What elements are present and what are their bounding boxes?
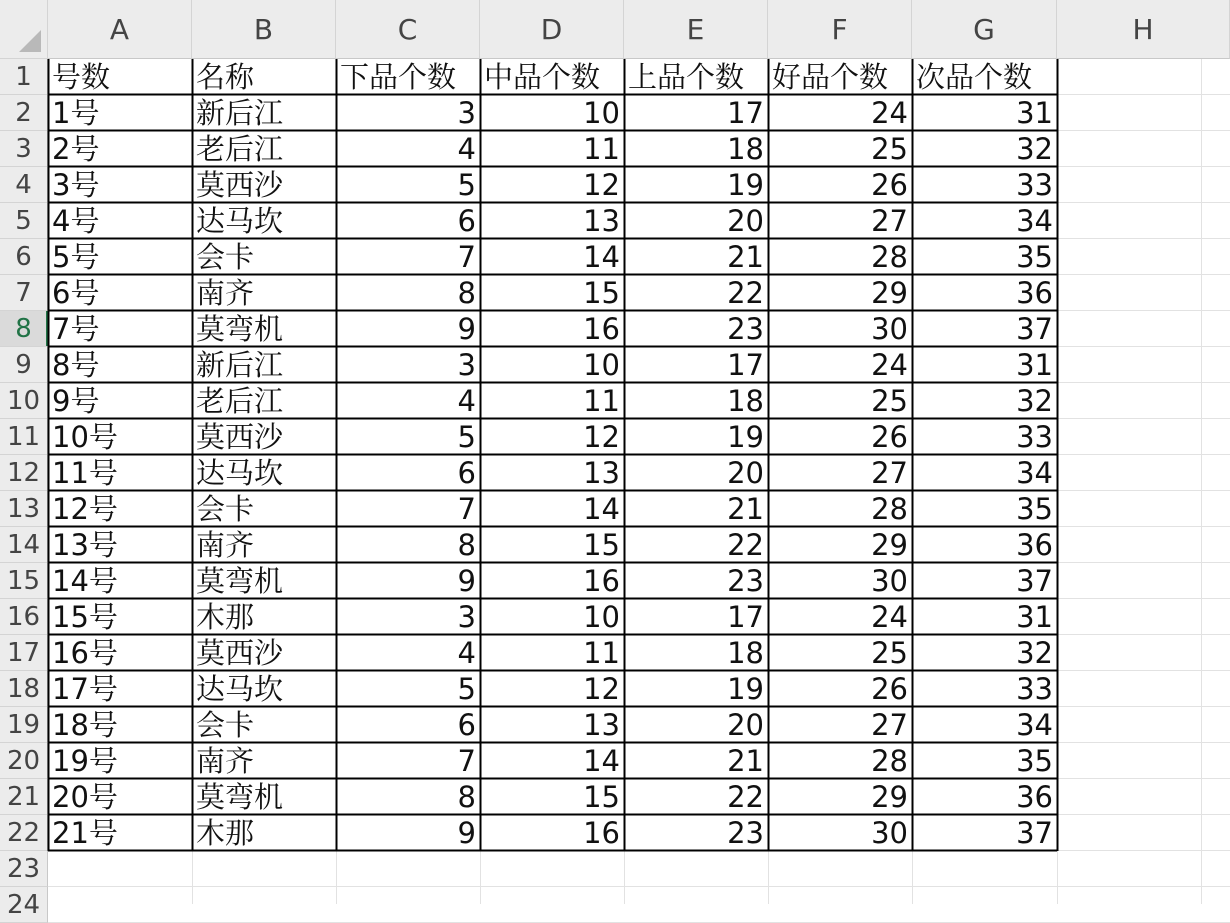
row-header-19[interactable]: 19 (0, 707, 48, 743)
cell-g8[interactable]: 37 (1016, 312, 1053, 346)
cell-a10[interactable]: 9号 (52, 384, 100, 418)
cell-a4[interactable]: 3号 (52, 168, 100, 202)
row-header-2[interactable]: 2 (0, 95, 48, 131)
gridline-horizontal (48, 886, 1230, 887)
cell-c2[interactable]: 3 (457, 96, 476, 130)
select-all-triangle-icon (19, 30, 41, 52)
cell-g4[interactable]: 33 (1016, 168, 1053, 202)
cell-d15[interactable]: 16 (583, 564, 620, 598)
cell-b4[interactable]: 莫西沙 (196, 168, 284, 202)
cell-e18[interactable]: 19 (727, 672, 764, 706)
cell-c17[interactable]: 4 (457, 636, 476, 670)
cell-b19[interactable]: 会卡 (196, 708, 255, 742)
cell-f22[interactable]: 30 (871, 816, 908, 850)
row-header-5[interactable]: 5 (0, 203, 48, 239)
cell-b20[interactable]: 南齐 (196, 744, 255, 778)
cell-c16[interactable]: 3 (457, 600, 476, 634)
row-header-6[interactable]: 6 (0, 239, 48, 275)
row-header-9[interactable]: 9 (0, 347, 48, 383)
cell-d16[interactable]: 10 (583, 600, 620, 634)
cell-e16[interactable]: 17 (727, 600, 764, 634)
cell-g21[interactable]: 36 (1016, 780, 1053, 814)
cell-d3[interactable]: 11 (583, 132, 620, 166)
cell-g19[interactable]: 34 (1016, 708, 1053, 742)
cell-f9[interactable]: 24 (871, 348, 908, 382)
cell-a1[interactable]: 号数 (52, 60, 111, 94)
column-header-f[interactable]: F (768, 0, 912, 59)
cell-c10[interactable]: 4 (457, 384, 476, 418)
cell-a17[interactable]: 16号 (52, 636, 118, 670)
cell-f18[interactable]: 26 (871, 672, 908, 706)
cell-c1[interactable]: 下品个数 (340, 60, 457, 94)
cell-d8[interactable]: 16 (583, 312, 620, 346)
cell-g1[interactable]: 次品个数 (916, 60, 1033, 94)
cell-f5[interactable]: 27 (871, 204, 908, 238)
cell-f11[interactable]: 26 (871, 420, 908, 454)
cell-b14[interactable]: 南齐 (196, 528, 255, 562)
cell-d10[interactable]: 11 (583, 384, 620, 418)
cell-f15[interactable]: 30 (871, 564, 908, 598)
cell-a13[interactable]: 12号 (52, 492, 118, 526)
column-header-d[interactable]: D (480, 0, 624, 59)
cell-g9[interactable]: 31 (1016, 348, 1053, 382)
cell-b18[interactable]: 达马坎 (196, 672, 284, 706)
cell-f16[interactable]: 24 (871, 600, 908, 634)
cell-g6[interactable]: 35 (1016, 240, 1053, 274)
cell-b10[interactable]: 老后江 (196, 384, 284, 418)
cell-a3[interactable]: 2号 (52, 132, 100, 166)
cell-d20[interactable]: 14 (583, 744, 620, 778)
cell-g17[interactable]: 32 (1016, 636, 1053, 670)
cell-d1[interactable]: 中品个数 (484, 60, 601, 94)
cell-f10[interactable]: 25 (871, 384, 908, 418)
cell-d9[interactable]: 10 (583, 348, 620, 382)
cell-g7[interactable]: 36 (1016, 276, 1053, 310)
cell-e6[interactable]: 21 (727, 240, 764, 274)
cell-a2[interactable]: 1号 (52, 96, 100, 130)
cell-f17[interactable]: 25 (871, 636, 908, 670)
cell-e1[interactable]: 上品个数 (628, 60, 745, 94)
cell-b15[interactable]: 莫弯机 (196, 564, 284, 598)
cell-d5[interactable]: 13 (583, 204, 620, 238)
cell-a20[interactable]: 19号 (52, 744, 118, 778)
cell-e10[interactable]: 18 (727, 384, 764, 418)
column-header-c[interactable]: C (336, 0, 480, 59)
cell-g18[interactable]: 33 (1016, 672, 1053, 706)
cell-f4[interactable]: 26 (871, 168, 908, 202)
cell-a15[interactable]: 14号 (52, 564, 118, 598)
cell-d6[interactable]: 14 (583, 240, 620, 274)
cell-c6[interactable]: 7 (457, 240, 476, 274)
cell-a7[interactable]: 6号 (52, 276, 100, 310)
cell-c12[interactable]: 6 (457, 456, 476, 490)
cell-g15[interactable]: 37 (1016, 564, 1053, 598)
cell-c19[interactable]: 6 (457, 708, 476, 742)
cell-a18[interactable]: 17号 (52, 672, 118, 706)
cell-e3[interactable]: 18 (727, 132, 764, 166)
cell-e8[interactable]: 23 (727, 312, 764, 346)
cell-f6[interactable]: 28 (871, 240, 908, 274)
row-header-8[interactable]: 8 (0, 311, 48, 347)
cell-d11[interactable]: 12 (583, 420, 620, 454)
cell-d4[interactable]: 12 (583, 168, 620, 202)
cell-g5[interactable]: 34 (1016, 204, 1053, 238)
cell-e5[interactable]: 20 (727, 204, 764, 238)
cell-f20[interactable]: 28 (871, 744, 908, 778)
cell-g11[interactable]: 33 (1016, 420, 1053, 454)
row-header-1[interactable]: 1 (0, 59, 48, 95)
cell-e9[interactable]: 17 (727, 348, 764, 382)
cell-d19[interactable]: 13 (583, 708, 620, 742)
cell-e13[interactable]: 21 (727, 492, 764, 526)
cell-b17[interactable]: 莫西沙 (196, 636, 284, 670)
cell-c20[interactable]: 7 (457, 744, 476, 778)
cell-c22[interactable]: 9 (457, 816, 476, 850)
row-header-21[interactable]: 21 (0, 779, 48, 815)
cell-g12[interactable]: 34 (1016, 456, 1053, 490)
row-header-20[interactable]: 20 (0, 743, 48, 779)
cell-g14[interactable]: 36 (1016, 528, 1053, 562)
column-header-a[interactable]: A (48, 0, 192, 59)
cell-g20[interactable]: 35 (1016, 744, 1053, 778)
cell-e20[interactable]: 21 (727, 744, 764, 778)
cell-c14[interactable]: 8 (457, 528, 476, 562)
cell-a22[interactable]: 21号 (52, 816, 118, 850)
cell-d18[interactable]: 12 (583, 672, 620, 706)
cell-b1[interactable]: 名称 (196, 60, 255, 94)
cell-d14[interactable]: 15 (583, 528, 620, 562)
row-header-23[interactable]: 23 (0, 851, 48, 887)
column-header-h[interactable]: H (1057, 0, 1230, 59)
cell-b8[interactable]: 莫弯机 (196, 312, 284, 346)
cell-b13[interactable]: 会卡 (196, 492, 255, 526)
cell-a11[interactable]: 10号 (52, 420, 118, 454)
cell-a14[interactable]: 13号 (52, 528, 118, 562)
cell-c13[interactable]: 7 (457, 492, 476, 526)
cell-b21[interactable]: 莫弯机 (196, 780, 284, 814)
cell-c18[interactable]: 5 (457, 672, 476, 706)
cell-a21[interactable]: 20号 (52, 780, 118, 814)
cell-e14[interactable]: 22 (727, 528, 764, 562)
cell-a5[interactable]: 4号 (52, 204, 100, 238)
cell-c21[interactable]: 8 (457, 780, 476, 814)
cell-e4[interactable]: 19 (727, 168, 764, 202)
cell-f2[interactable]: 24 (871, 96, 908, 130)
row-header-11[interactable]: 11 (0, 419, 48, 455)
cell-d17[interactable]: 11 (583, 636, 620, 670)
cell-d2[interactable]: 10 (583, 96, 620, 130)
cell-d13[interactable]: 14 (583, 492, 620, 526)
column-header-b[interactable]: B (192, 0, 336, 59)
row-header-14[interactable]: 14 (0, 527, 48, 563)
cell-e17[interactable]: 18 (727, 636, 764, 670)
row-header-16[interactable]: 16 (0, 599, 48, 635)
cell-e12[interactable]: 20 (727, 456, 764, 490)
cell-b12[interactable]: 达马坎 (196, 456, 284, 490)
cell-f13[interactable]: 28 (871, 492, 908, 526)
cell-c4[interactable]: 5 (457, 168, 476, 202)
cell-f8[interactable]: 30 (871, 312, 908, 346)
row-header-12[interactable]: 12 (0, 455, 48, 491)
cell-b16[interactable]: 木那 (196, 600, 255, 634)
cell-f12[interactable]: 27 (871, 456, 908, 490)
select-all-corner[interactable] (0, 0, 48, 59)
cell-d22[interactable]: 16 (583, 816, 620, 850)
row-header-15[interactable]: 15 (0, 563, 48, 599)
cell-d21[interactable]: 15 (583, 780, 620, 814)
row-header-10[interactable]: 10 (0, 383, 48, 419)
cell-c7[interactable]: 8 (457, 276, 476, 310)
row-header-22[interactable]: 22 (0, 815, 48, 851)
cell-c11[interactable]: 5 (457, 420, 476, 454)
column-header-e[interactable]: E (624, 0, 768, 59)
cell-c3[interactable]: 4 (457, 132, 476, 166)
cell-e2[interactable]: 17 (727, 96, 764, 130)
cell-e11[interactable]: 19 (727, 420, 764, 454)
cell-c5[interactable]: 6 (457, 204, 476, 238)
cell-f21[interactable]: 29 (871, 780, 908, 814)
cell-b5[interactable]: 达马坎 (196, 204, 284, 238)
column-header-g[interactable]: G (912, 0, 1057, 59)
cell-g2[interactable]: 31 (1016, 96, 1053, 130)
row-header-3[interactable]: 3 (0, 131, 48, 167)
cell-g13[interactable]: 35 (1016, 492, 1053, 526)
cell-e15[interactable]: 23 (727, 564, 764, 598)
cell-g22[interactable]: 37 (1016, 816, 1053, 850)
cell-f1[interactable]: 好品个数 (772, 60, 889, 94)
cell-b22[interactable]: 木那 (196, 816, 255, 850)
cell-f3[interactable]: 25 (871, 132, 908, 166)
cell-f14[interactable]: 29 (871, 528, 908, 562)
cell-b7[interactable]: 南齐 (196, 276, 255, 310)
cell-b2[interactable]: 新后江 (196, 96, 284, 130)
row-header-18[interactable]: 18 (0, 671, 48, 707)
cell-d7[interactable]: 15 (583, 276, 620, 310)
row-header-4[interactable]: 4 (0, 167, 48, 203)
cell-e21[interactable]: 22 (727, 780, 764, 814)
cell-e22[interactable]: 23 (727, 816, 764, 850)
row-header-24[interactable]: 24 (0, 887, 48, 923)
cell-e7[interactable]: 22 (727, 276, 764, 310)
cell-f7[interactable]: 29 (871, 276, 908, 310)
cell-b3[interactable]: 老后江 (196, 132, 284, 166)
cell-c8[interactable]: 9 (457, 312, 476, 346)
cell-c9[interactable]: 3 (457, 348, 476, 382)
row-header-7[interactable]: 7 (0, 275, 48, 311)
cell-c15[interactable]: 9 (457, 564, 476, 598)
cell-g16[interactable]: 31 (1016, 600, 1053, 634)
cell-a6[interactable]: 5号 (52, 240, 100, 274)
cell-a19[interactable]: 18号 (52, 708, 118, 742)
cell-g10[interactable]: 32 (1016, 384, 1053, 418)
cell-e19[interactable]: 20 (727, 708, 764, 742)
cell-b11[interactable]: 莫西沙 (196, 420, 284, 454)
row-header-13[interactable]: 13 (0, 491, 48, 527)
cell-b9[interactable]: 新后江 (196, 348, 284, 382)
cell-b6[interactable]: 会卡 (196, 240, 255, 274)
cell-a9[interactable]: 8号 (52, 348, 100, 382)
cell-f19[interactable]: 27 (871, 708, 908, 742)
cell-a8[interactable]: 7号 (52, 312, 100, 346)
row-header-17[interactable]: 17 (0, 635, 48, 671)
cell-a16[interactable]: 15号 (52, 600, 118, 634)
cell-d12[interactable]: 13 (583, 456, 620, 490)
cell-g3[interactable]: 32 (1016, 132, 1053, 166)
cell-a12[interactable]: 11号 (52, 456, 118, 490)
